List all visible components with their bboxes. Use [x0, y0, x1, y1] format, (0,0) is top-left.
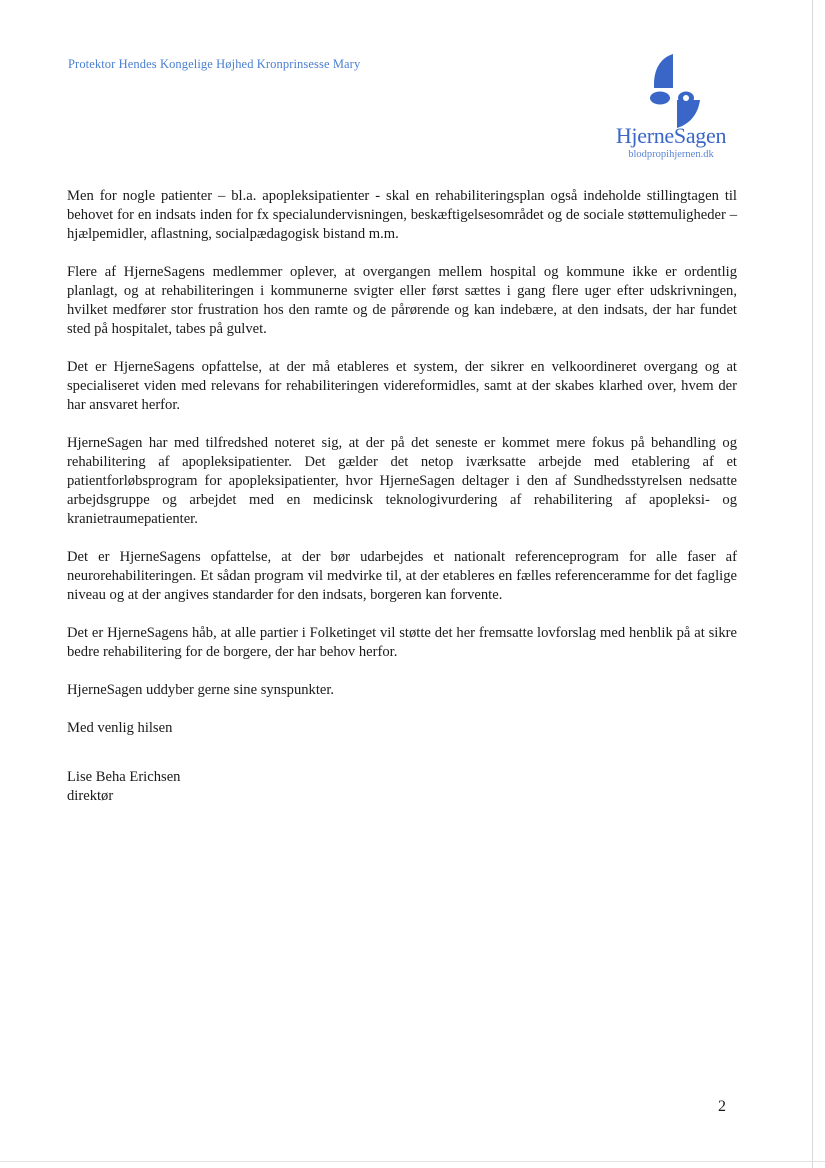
logo-name: HjerneSagen	[615, 123, 727, 148]
paragraph: HjerneSagen uddyber gerne sine synspunkter.	[67, 682, 335, 698]
signature-block	[67, 768, 180, 806]
page-number: 2	[718, 1098, 726, 1115]
signature-title: direktør	[67, 788, 114, 804]
logo-url: blodpropihjernen.dk	[628, 149, 714, 160]
hjernesagen-logo-icon	[640, 52, 710, 130]
scan-edge	[812, 0, 813, 1168]
paragraph: Men for nogle patienter – bl.a. apopleksipatienter - skal en rehabiliteringsplan også indeholde stillingtagen til behovet for en indsats inden for fx specialundervisningen, beskæftigelsesområdet og de sociale støttemuligheder – hjælpemidler, aflastning, socialpædagogisk bistand m.m.	[67, 188, 737, 242]
paragraph: Flere af HjerneSagens medlemmer oplever, at overgangen mellem hospital og kommune ikke er ordentlig planlagt, og at rehabiliteringen i kommunerne svigter eller først sættes i gang flere uger efter udskrivningen, hvilket medfører stor frustration hos den ramte og de pårørende og kan indebære, at den indsats, der har fundet sted på hospitalet, tabes på gulvet.	[67, 264, 737, 337]
closing-greeting: Med venlig hilsen	[67, 720, 173, 736]
paragraph: Det er HjerneSagens håb, at alle partier i Folketinget vil støtte det her fremsatte lovforslag med henblik på at sikre bedre rehabilitering for de borgere, der har behov herfor.	[67, 625, 737, 660]
paragraph: Det er HjerneSagens opfattelse, at der må etableres et system, der sikrer en velkoordineret overgang og at specialiseret viden med relevans for rehabiliteringen videreformidles, samt at der skabes klarhed over, hvem der har ansvaret herfor.	[67, 359, 737, 413]
hjernesagen-logo	[606, 52, 746, 172]
signature-name: Lise Beha Erichsen	[67, 769, 181, 785]
paragraph: Det er HjerneSagens opfattelse, at der bør udarbejdes et nationalt referenceprogram for alle faser af neurorehabiliteringen. Et sådan program vil medvirke til, at der etableres en fælles referenceramme for det faglige niveau og at der angives standarder for den indsats, borgeren kan forvente.	[67, 549, 737, 603]
paragraph: HjerneSagen har med tilfredshed noteret sig, at der på det seneste er kommet mere fokus på behandling og rehabilitering af apopleksipatienter. Det gælder det netop iværksatte arbejde med etablering af et patientforløbsprogram for apopleksipatienter, hvor HjerneSagen deltager i den af Sundhedsstyrelsen nedsatte arbejdsgruppe og arbejdet med en medicinsk teknologivurdering af rehabilitering af apopleksi- og kranietraumepatienter.	[67, 435, 737, 527]
letter-body	[67, 187, 737, 757]
scan-edge-bottom	[0, 1161, 825, 1162]
protektor-line: Protektor Hendes Kongelige Højhed Kronprinsesse Mary	[68, 57, 361, 71]
